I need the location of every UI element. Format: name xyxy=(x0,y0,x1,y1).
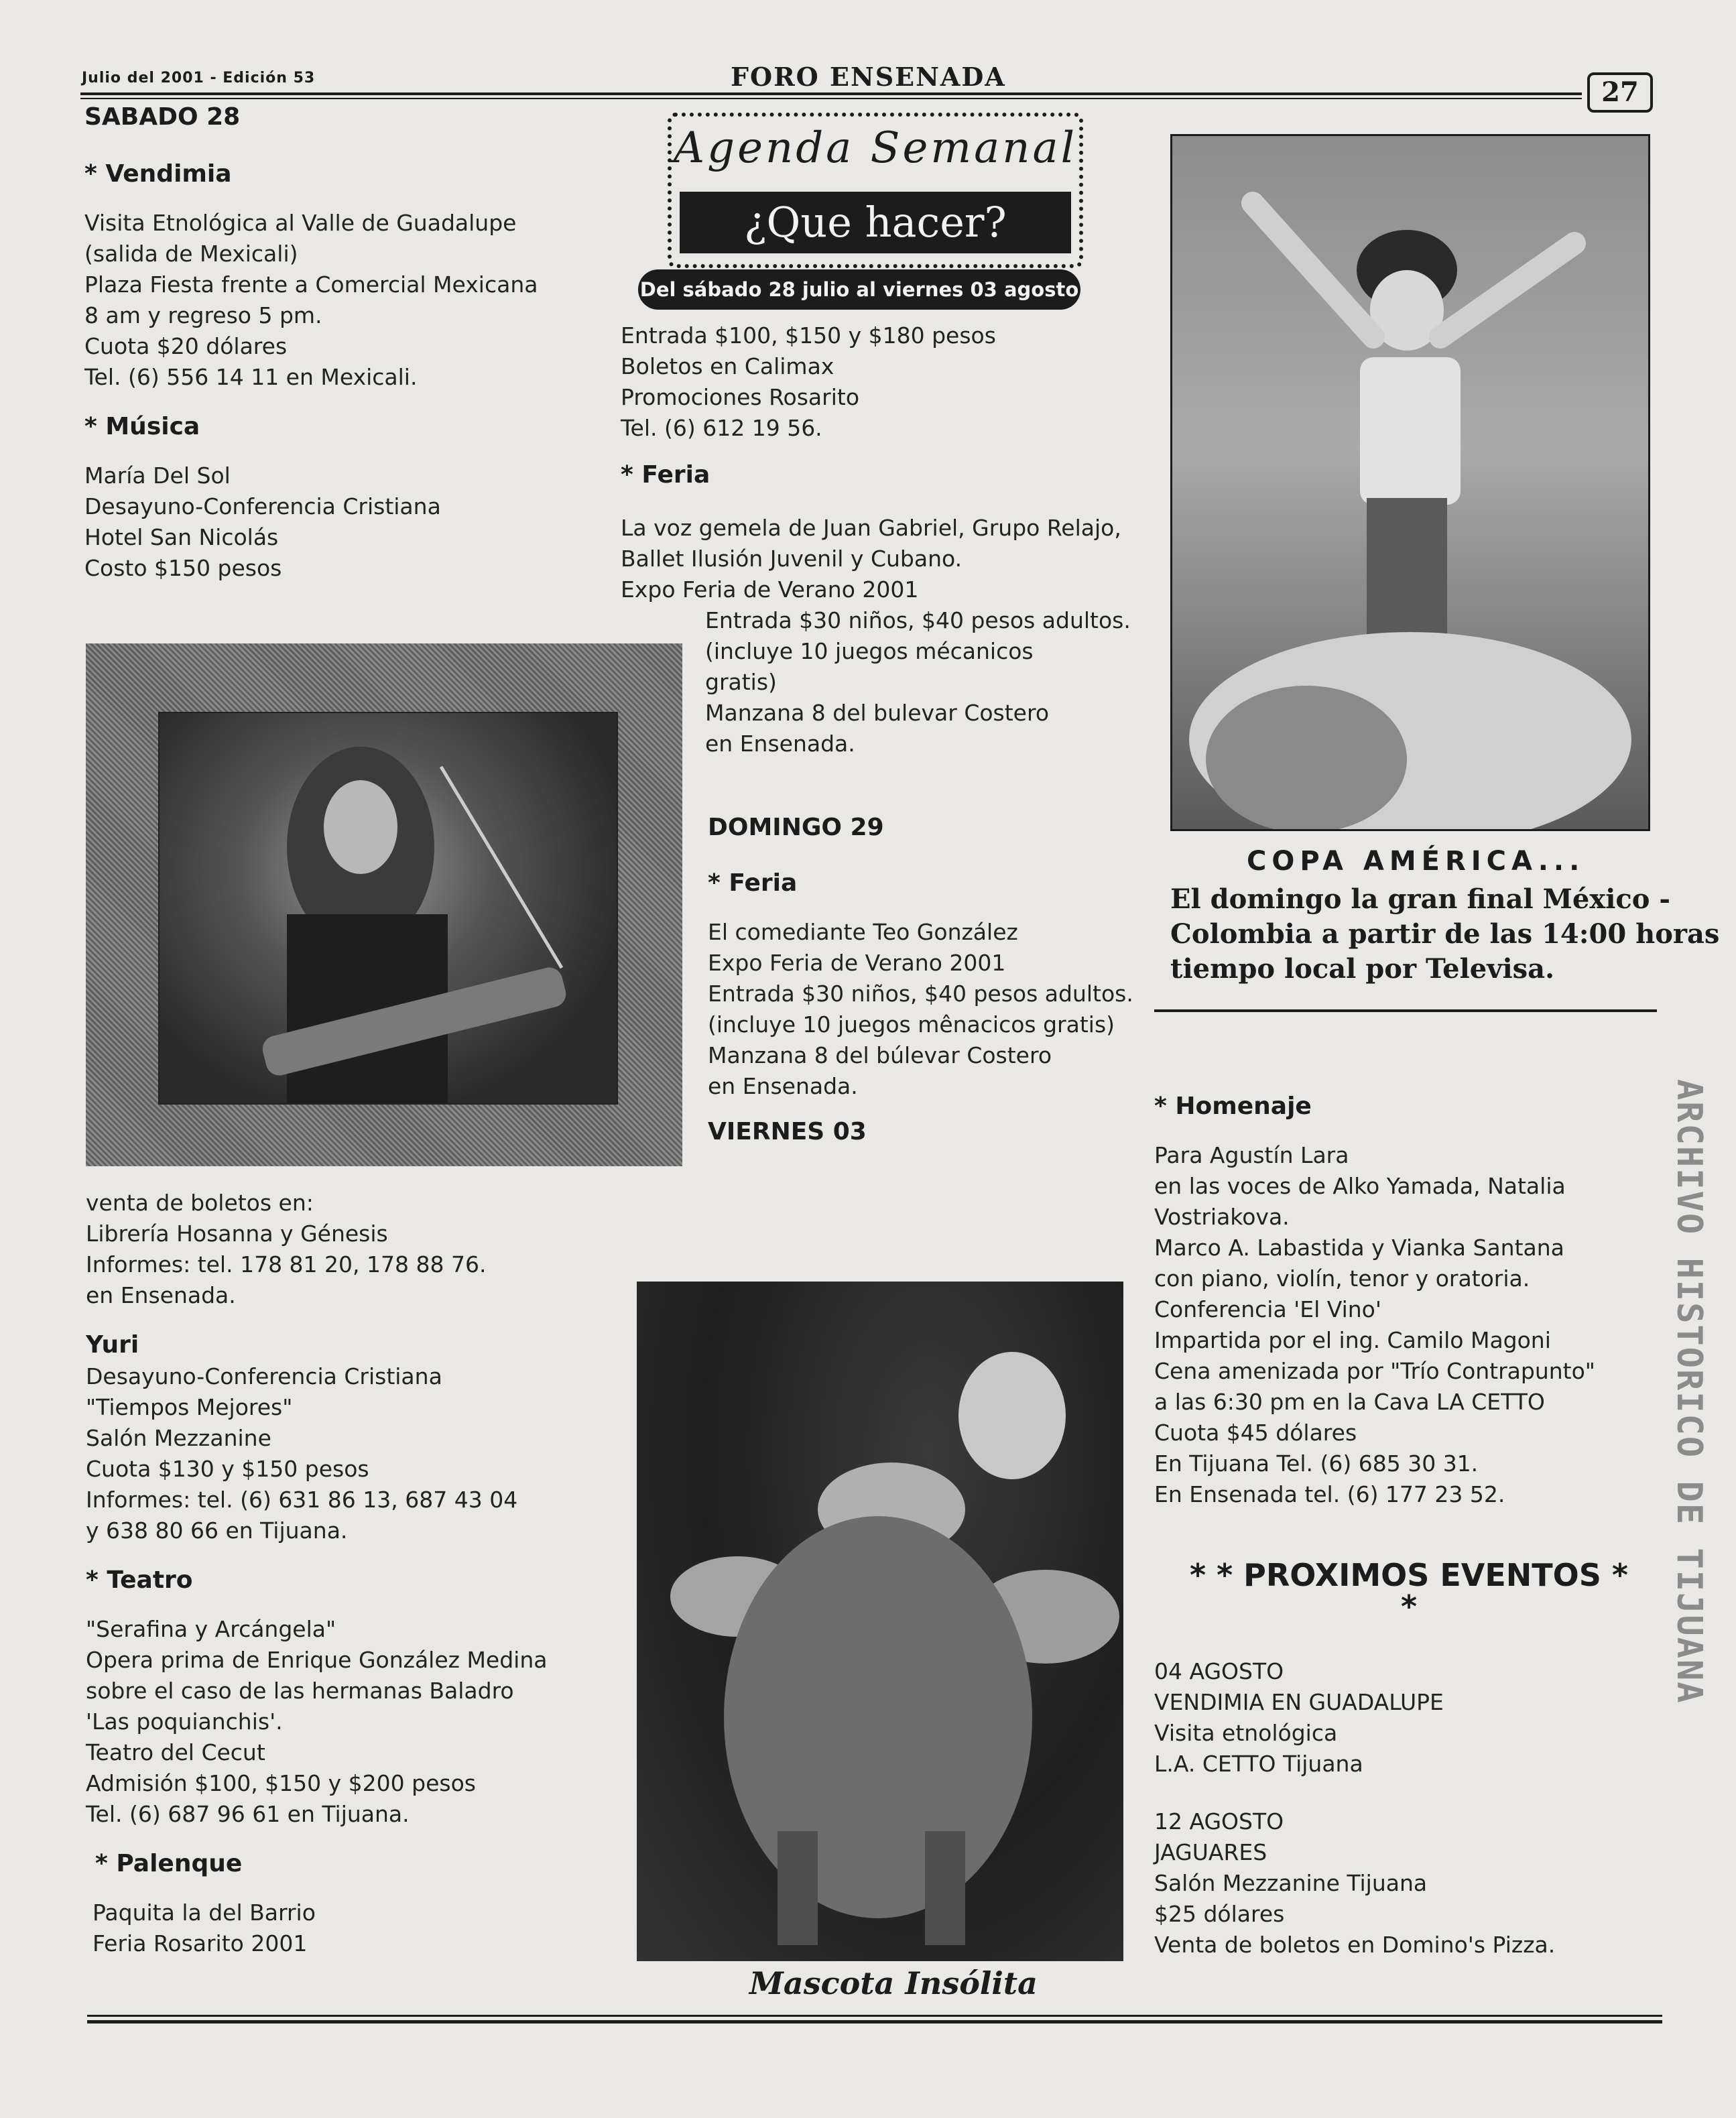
page-number-box xyxy=(1587,72,1653,113)
text-line: Cuota $45 dólares xyxy=(1154,1420,1357,1446)
homenaje-heading: * Homenaje xyxy=(1154,1093,1312,1120)
day-heading-viernes: VIERNES 03 xyxy=(708,1118,867,1145)
text-line: en las voces de Alko Yamada, Natalia xyxy=(1154,1173,1566,1199)
copa-illustration xyxy=(1172,136,1648,829)
header-paper-name: FORO ENSENADA xyxy=(731,62,1006,92)
text-line: Hotel San Nicolás xyxy=(84,524,279,550)
text-line: Desayuno-Conferencia Cristiana xyxy=(84,493,441,519)
text-line: "Tiempos Mejores" xyxy=(86,1394,293,1420)
text-line: Costo $150 pesos xyxy=(84,555,282,581)
feria1-heading: * Feria xyxy=(621,461,710,489)
agenda-title-box xyxy=(668,113,1083,268)
text-line: en Ensenada. xyxy=(708,1073,858,1099)
text-line: Admisión $100, $150 y $200 pesos xyxy=(86,1770,476,1796)
text-line: L.A. CETTO Tijuana xyxy=(1154,1751,1363,1777)
text-line: Tel. (6) 556 14 11 en Mexicali. xyxy=(84,364,418,390)
proximos-heading: * * PROXIMOS EVENTOS * xyxy=(1190,1557,1628,1593)
teatro-text xyxy=(86,1614,676,1830)
text-line: Promociones Rosarito xyxy=(621,384,860,410)
text-line: En Tijuana Tel. (6) 685 30 31. xyxy=(1154,1450,1479,1477)
text-line: Ballet Ilusión Juvenil y Cubano. xyxy=(621,546,963,572)
text-line: Visita Etnológica al Valle de Guadalupe xyxy=(84,210,517,236)
rosarito-text xyxy=(621,320,1143,444)
guitarist-photo xyxy=(158,712,618,1105)
text-line: Entrada $100, $150 y $180 pesos xyxy=(621,322,996,349)
text-line: gratis) xyxy=(705,669,777,695)
agenda-title: Agenda Semanal xyxy=(673,123,1078,173)
guitarist-photo-frame xyxy=(86,643,682,1166)
palenque-text xyxy=(92,1897,676,1959)
text-line: Tel. (6) 687 96 61 en Tijuana. xyxy=(86,1801,410,1827)
text-line: Expo Feria de Verano 2001 xyxy=(621,576,919,603)
text-line: Cena amenizada por "Trío Contrapunto" xyxy=(1154,1358,1595,1384)
text-line: 'Las poquianchis'. xyxy=(86,1708,283,1735)
text-line: (salida de Mexicali) xyxy=(84,241,298,267)
guitarist-illustration xyxy=(160,713,617,1103)
feria2-text xyxy=(708,917,1137,1102)
text-line: (incluye 10 juegos mênacicos gratis) xyxy=(708,1011,1115,1038)
proximos-event-1 xyxy=(1154,1656,1664,1780)
yuri-heading: Yuri xyxy=(86,1331,139,1359)
date-range: Del sábado 28 julio al viernes 03 agosto xyxy=(639,278,1079,301)
text-line: VENDIMIA EN GUADALUPE xyxy=(1154,1689,1444,1715)
text-line: Colombia a partir de las 14:00 horas xyxy=(1170,918,1720,950)
text-line: Impartida por el ing. Camilo Magoni xyxy=(1154,1327,1551,1353)
copa-america-photo xyxy=(1170,134,1650,831)
text-line: En Ensenada tel. (6) 177 23 52. xyxy=(1154,1481,1505,1507)
text-line: en Ensenada. xyxy=(705,731,855,757)
text-line: Manzana 8 del búlevar Costero xyxy=(708,1042,1052,1068)
text-line: JAGUARES xyxy=(1154,1839,1267,1865)
text-line: Opera prima de Enrique González Medina xyxy=(86,1647,548,1673)
text-line: a las 6:30 pm en la Cava LA CETTO xyxy=(1154,1389,1545,1415)
watermark-text: ARCHIVO HISTORICO DE TIJUANA xyxy=(1669,1079,1709,1704)
text-line: Salón Mezzanine Tijuana xyxy=(1154,1870,1428,1896)
date-range-banner xyxy=(638,269,1080,310)
mascota-photo xyxy=(637,1282,1123,1961)
mascota-illustration xyxy=(637,1282,1123,1961)
text-line: $25 dólares xyxy=(1154,1901,1285,1927)
column-2 xyxy=(621,320,1143,759)
feria1-text xyxy=(621,513,1143,759)
text-line: Manzana 8 del bulevar Costero xyxy=(705,700,1050,726)
text-line: El comediante Teo González xyxy=(708,919,1018,945)
text-line: Vostriakova. xyxy=(1154,1204,1290,1230)
text-line: Cuota $20 dólares xyxy=(84,333,288,359)
copa-caption-body xyxy=(1170,882,1720,987)
footer-rule-bottom xyxy=(87,2020,1662,2023)
feria2-heading: * Feria xyxy=(708,869,798,897)
musica-heading: * Música xyxy=(84,413,200,440)
text-line: "Serafina y Arcángela" xyxy=(86,1616,336,1642)
text-line: Desayuno-Conferencia Cristiana xyxy=(86,1363,442,1389)
text-line: Informes: tel. 178 81 20, 178 88 76. xyxy=(86,1251,487,1278)
text-line: 04 AGOSTO xyxy=(1154,1658,1284,1684)
text-line: La voz gemela de Juan Gabriel, Grupo Relajo, xyxy=(621,515,1121,541)
day-heading-domingo: DOMINGO 29 xyxy=(708,814,884,841)
text-line: Librería Hosanna y Génesis xyxy=(86,1221,388,1247)
text-line: Cuota $130 y $150 pesos xyxy=(86,1456,369,1482)
header-rule-bottom xyxy=(80,98,1582,99)
text-line: Para Agustín Lara xyxy=(1154,1142,1349,1168)
copa-divider xyxy=(1154,1009,1657,1012)
vendimia-text xyxy=(84,208,674,393)
copa-caption-title: COPA AMÉRICA... xyxy=(1247,846,1585,877)
text-line: Informes: tel. (6) 631 86 13, 687 43 04 xyxy=(86,1487,518,1513)
column-2-domingo xyxy=(708,814,1137,1145)
yuri-text xyxy=(86,1361,676,1546)
text-line: Conferencia 'El Vino' xyxy=(1154,1296,1381,1322)
agenda-subtitle: ¿Que hacer? xyxy=(744,198,1007,247)
text-line: Feria Rosarito 2001 xyxy=(92,1930,308,1956)
column-1-lower xyxy=(86,1188,676,1959)
header-rule-top xyxy=(80,92,1582,95)
teatro-heading: * Teatro xyxy=(86,1566,193,1594)
text-line: Boletos en Calimax xyxy=(621,353,834,379)
text-line: Teatro del Cecut xyxy=(86,1739,265,1765)
homenaje-text xyxy=(1154,1140,1664,1510)
day-heading-sabado: SABADO 28 xyxy=(84,103,241,131)
text-line: El domingo la gran final México - xyxy=(1170,883,1670,915)
musica-text xyxy=(84,460,674,584)
text-line: Plaza Fiesta frente a Comercial Mexicana xyxy=(84,271,538,298)
archive-watermark xyxy=(1649,1079,1709,1749)
text-line: Entrada $30 niños, $40 pesos adultos. xyxy=(705,607,1131,633)
vendimia-heading: * Vendimia xyxy=(84,160,232,188)
text-line: Tel. (6) 612 19 56. xyxy=(621,415,822,441)
palenque-heading: * Palenque xyxy=(95,1850,243,1877)
text-line: sobre el caso de las hermanas Baladro xyxy=(86,1678,514,1704)
text-line: en Ensenada. xyxy=(86,1282,236,1308)
text-line: Marco A. Labastida y Vianka Santana xyxy=(1154,1235,1564,1261)
text-line: Visita etnológica xyxy=(1154,1720,1338,1746)
page-number: 27 xyxy=(1601,76,1639,108)
proximos-heading-star: * xyxy=(1400,1588,1418,1625)
column-1 xyxy=(84,101,674,584)
text-line: (incluye 10 juegos mécanicos xyxy=(705,638,1034,664)
mascota-caption: Mascota Insólita xyxy=(749,1965,1038,2001)
text-line: 12 AGOSTO xyxy=(1154,1808,1284,1834)
text-line: y 638 80 66 en Tijuana. xyxy=(86,1517,348,1544)
text-line: tiempo local por Televisa. xyxy=(1170,953,1555,985)
agenda-subtitle-bar xyxy=(680,192,1071,253)
text-line: Expo Feria de Verano 2001 xyxy=(708,950,1006,976)
boletos-text xyxy=(86,1188,676,1311)
header-date-edition: Julio del 2001 - Edición 53 xyxy=(82,70,316,86)
text-line: Entrada $30 niños, $40 pesos adultos. xyxy=(708,981,1133,1007)
proximos-event-2 xyxy=(1154,1806,1664,1960)
text-line: Venta de boletos en Domino's Pizza. xyxy=(1154,1932,1556,1958)
text-line: Salón Mezzanine xyxy=(86,1425,271,1451)
text-line: María Del Sol xyxy=(84,462,231,489)
footer-rule-top xyxy=(87,2015,1662,2017)
text-line: venta de boletos en: xyxy=(86,1190,314,1216)
text-line: 8 am y regreso 5 pm. xyxy=(84,302,322,328)
column-3 xyxy=(1154,1093,1664,1960)
text-line: con piano, violín, tenor y oratoria. xyxy=(1154,1265,1530,1292)
text-line: Paquita la del Barrio xyxy=(92,1899,316,1926)
